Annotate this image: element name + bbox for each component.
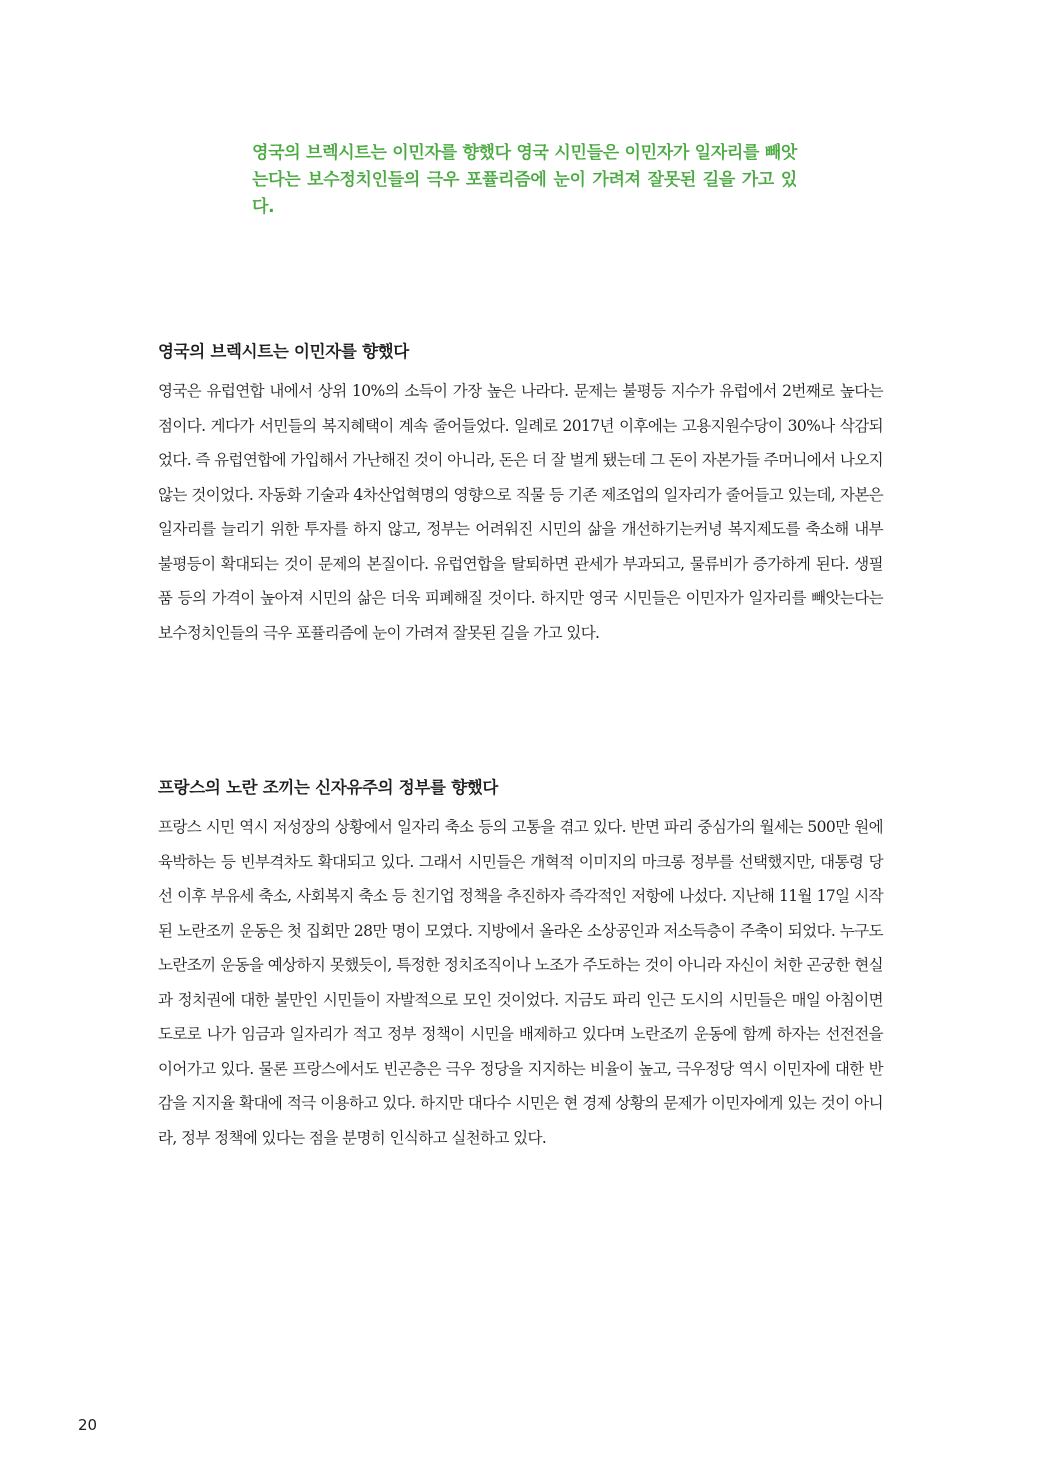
section-heading: 프랑스의 노란 조끼는 신자유주의 정부를 향했다 [158, 778, 499, 797]
section-france-yellow-vests [158, 776, 883, 1155]
section-body: 프랑스 시민 역시 저성장의 상황에서 일자리 축소 등의 고통을 겪고 있다. 반면 파리 중심가의 월세는 500만 원에 육박하는 등 빈부격차도 확대되고 있다. 그래서 시민들은 개혁적 이미지의 마크롱 정부를 선택했지만, 대통령 당선 이후 부유세 축소, 사회복지 축소 등 친기업 정책을 추진하자 즉각적인 저항에 나섰다. 지난해 11월 17일 시작된 노란조끼 운동은 첫 집회만 28만 명이 모였다. 지방에서 올라온 소상공인과 저소득층이 주축이 되었다. 누구도 노란조끼 운동을 예상하지 못했듯이, 특정한 정치조직이나 노조가 주도하는 것이 아니라 자신이 처한 곤궁한 현실과 정치권에 대한 불만인 시민들이 자발적으로 모인 것이었다. 지금도 파리 인근 도시의 시민들은 매일 아침이면 도로로 나가 임금과 일자리가 적고 정부 정책이 시민을 배제하고 있다며 노란조끼 운동에 함께 하자는 선전전을 이어가고 있다. 물론 프랑스에서도 빈곤층은 극우 정당을 지지하는 비율이 높고, 극우정당 역시 이민자에 대한 반감을 지지율 확대에 적극 이용하고 있다. 하지만 대다수 시민은 현 경제 상황의 문제가 이민자에게 있는 것이 아니라, 정부 정책에 있다는 점을 분명히 인식하고 실천하고 있다. [158, 818, 883, 1147]
section-body: 영국은 유럽연합 내에서 상위 10%의 소득이 가장 높은 나라다. 문제는 불평등 지수가 유럽에서 2번째로 높다는 점이다. 게다가 서민들의 복지혜택이 계속 줄어들었다. 일례로 2017년 이후에는 고용지원수당이 30%나 삭감되었다. 즉 유럽연합에 가입해서 가난해진 것이 아니라, 돈은 더 잘 벌게 됐는데 그 돈이 자본가들 주머니에서 나오지 않는 것이었다. 자동화 기술과 4차산업혁명의 영향으로 직물 등 기존 제조업의 일자리가 줄어들고 있는데, 자본은 일자리를 늘리기 위한 투자를 하지 않고, 정부는 어려워진 시민의 삶을 개선하기는커녕 복지제도를 축소해 내부 불평등이 확대되는 것이 문제의 본질이다. 유럽연합을 탈퇴하면 관세가 부과되고, 물류비가 증가하게 된다. 생필품 등의 가격이 높아져 시민의 삶은 더욱 피폐해질 것이다. 하지만 영국 시민들은 이민자가 일자리를 빼앗는다는 보수정치인들의 극우 포퓰리즘에 눈이 가려져 잘못된 길을 가고 있다. [158, 382, 883, 642]
page-number: 20 [78, 1416, 98, 1434]
pull-quote: 영국의 브렉시트는 이민자를 향했다 영국 시민들은 이민자가 일자리를 빼앗는다는 보수정치인들의 극우 포퓰리즘에 눈이 가려져 잘못된 길을 가고 있다. [252, 143, 797, 217]
section-uk-brexit [158, 340, 883, 650]
section-heading: 영국의 브렉시트는 이민자를 향했다 [158, 342, 409, 361]
